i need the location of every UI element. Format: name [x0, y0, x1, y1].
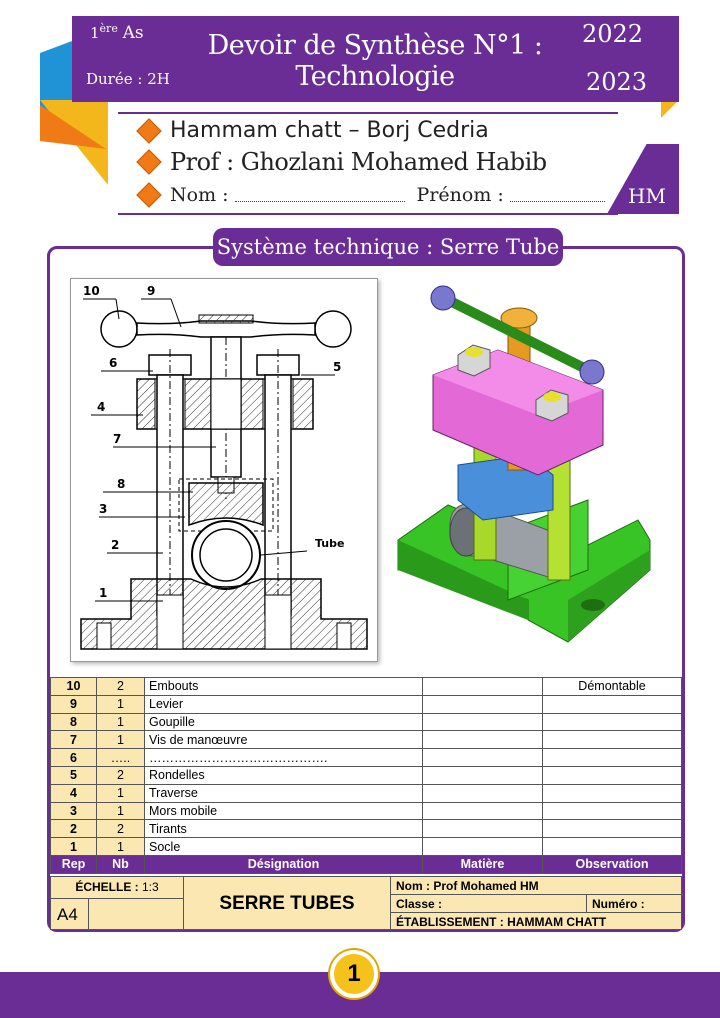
table-row [51, 766, 682, 784]
table-row [51, 838, 682, 856]
number-cell[interactable]: Numéro : [587, 895, 683, 913]
rule-top [118, 112, 618, 114]
cell-nb: 1 [97, 802, 145, 820]
render-washer-left [465, 347, 483, 357]
cell-rep: 3 [51, 802, 97, 820]
table-row [51, 713, 682, 731]
rule-bottom [118, 213, 618, 215]
3d-render [388, 280, 678, 660]
drawing-label-6: 6 [109, 356, 118, 370]
nomenclature-table [50, 677, 682, 874]
base-rod-left [157, 595, 183, 649]
cell-nb: 1 [97, 838, 145, 856]
scale-label: ÉCHELLE : [75, 880, 139, 894]
title-block [50, 876, 682, 930]
cell-observation: Démontable [543, 678, 682, 696]
cell-observation[interactable] [543, 784, 682, 802]
cell-designation[interactable]: ……………………………………. [145, 749, 423, 767]
cell-designation: Goupille [145, 713, 423, 731]
cell-rep: 4 [51, 784, 97, 802]
cell-rep: 7 [51, 731, 97, 749]
base-rod-right [265, 595, 291, 649]
cell-matiere[interactable] [423, 820, 543, 838]
cell-matiere[interactable] [423, 695, 543, 713]
drawing-label-4: 4 [97, 400, 106, 414]
header-rep: Rep [51, 855, 97, 873]
prof-line [140, 148, 547, 176]
header-nb: Nb [97, 855, 145, 873]
render-svg [388, 280, 678, 660]
drawing-label-10: 10 [83, 284, 100, 298]
table-row [51, 784, 682, 802]
drawing-label-9: 9 [147, 284, 156, 298]
cell-rep: 2 [51, 820, 97, 838]
cell-matiere[interactable] [423, 678, 543, 696]
class-cell[interactable]: Classe : [391, 895, 587, 913]
cell-matiere[interactable] [423, 731, 543, 749]
duration-label: Durée : 2H [86, 70, 170, 88]
drawing-label-3: 3 [99, 502, 108, 516]
cell-observation[interactable] [543, 713, 682, 731]
year-top: 2022 [582, 20, 644, 48]
cell-observation[interactable] [543, 838, 682, 856]
drawing-label-2: 2 [111, 538, 120, 552]
scale-value: 1:3 [142, 880, 159, 894]
cell-nb: 1 [97, 731, 145, 749]
header-designation: Désignation [145, 855, 423, 873]
render-lever-ball-left [431, 286, 455, 310]
diamond-bullet-icon [136, 182, 161, 207]
cell-nb: 2 [97, 766, 145, 784]
nom-label: Nom : [170, 184, 229, 206]
movable-jaw [189, 483, 263, 525]
cell-observation[interactable] [543, 695, 682, 713]
cell-rep: 8 [51, 713, 97, 731]
cell-observation[interactable] [543, 749, 682, 767]
empty-cell [89, 899, 184, 931]
school-cell: ÉTABLISSEMENT : HAMMAM CHATT [396, 915, 607, 929]
cell-observation[interactable] [543, 731, 682, 749]
cell-nb: 1 [97, 784, 145, 802]
cell-matiere[interactable] [423, 766, 543, 784]
prenom-field[interactable] [510, 188, 605, 202]
nom-field[interactable] [235, 188, 405, 202]
cell-nb: 1 [97, 695, 145, 713]
base-hole-left [97, 623, 111, 649]
render-washer-right [543, 392, 561, 402]
cell-matiere[interactable] [423, 838, 543, 856]
lever-end-right [315, 311, 351, 347]
drawing-title: SERRE TUBES [184, 877, 391, 931]
drawing-svg [71, 279, 377, 661]
render-base-hole [581, 599, 605, 611]
cell-matiere[interactable] [423, 713, 543, 731]
drawing-label-5: 5 [333, 360, 342, 374]
cell-designation: Levier [145, 695, 423, 713]
cell-nb: 1 [97, 713, 145, 731]
drawing-label-8: 8 [117, 477, 126, 491]
page-number: 1 [330, 950, 378, 998]
table-row [51, 749, 682, 767]
cell-rep: 10 [51, 678, 97, 696]
cell-nb: 2 [97, 820, 145, 838]
table-row [51, 695, 682, 713]
page-title: Devoir de Synthèse N°1 : Technologie [207, 30, 543, 92]
scale-cell [51, 877, 184, 899]
base-hole-right [337, 623, 351, 649]
hm-badge: HM [628, 184, 666, 208]
cell-nb: 2 [97, 678, 145, 696]
drawing-label-7: 7 [113, 432, 122, 446]
cell-matiere[interactable] [423, 802, 543, 820]
cell-observation[interactable] [543, 820, 682, 838]
cell-rep: 9 [51, 695, 97, 713]
student-line [140, 184, 605, 206]
cell-observation[interactable] [543, 802, 682, 820]
technical-drawing [70, 278, 378, 662]
school-name: Hammam chatt – Borj Cedria [170, 118, 489, 143]
table-row [51, 802, 682, 820]
cell-matiere[interactable] [423, 749, 543, 767]
header-observation: Observation [543, 855, 682, 873]
year-bottom: 2023 [586, 68, 648, 96]
table-row [51, 820, 682, 838]
tube-inner [200, 529, 252, 581]
cell-rep: 5 [51, 766, 97, 784]
cell-rep: 6 [51, 749, 97, 767]
drawing-label-1: 1 [99, 586, 108, 600]
prenom-label: Prénom : [416, 184, 504, 206]
school-line [140, 118, 489, 143]
cell-designation: Mors mobile [145, 802, 423, 820]
cell-designation: Rondelles [145, 766, 423, 784]
traverse-hole-center [211, 379, 241, 429]
table-row [51, 678, 682, 696]
lever-head [199, 315, 253, 323]
render-lever-ball-right [580, 360, 604, 384]
table-row [51, 731, 682, 749]
header-matiere: Matière [423, 855, 543, 873]
cell-designation: Vis de manœuvre [145, 731, 423, 749]
author-cell: Nom : Prof Mohamed HM [391, 877, 683, 895]
decor-yellow-corner [661, 100, 679, 118]
cell-designation: Tirants [145, 820, 423, 838]
level-label: 1ère As [90, 22, 144, 43]
system-title: Système technique : Serre Tube [213, 228, 563, 266]
cell-nb[interactable]: ….. [97, 749, 145, 767]
diamond-bullet-icon [136, 118, 161, 143]
drawing-label-tube: Tube [315, 537, 345, 550]
cell-designation: Socle [145, 838, 423, 856]
cell-matiere[interactable] [423, 784, 543, 802]
cell-observation[interactable] [543, 766, 682, 784]
base [81, 579, 367, 649]
cell-designation: Embouts [145, 678, 423, 696]
prof-name: Prof : Ghozlani Mohamed Habib [170, 148, 547, 176]
diamond-bullet-icon [136, 149, 161, 174]
table-header-row [51, 855, 682, 873]
cell-rep: 1 [51, 838, 97, 856]
cell-designation: Traverse [145, 784, 423, 802]
format-cell: A4 [51, 899, 89, 931]
